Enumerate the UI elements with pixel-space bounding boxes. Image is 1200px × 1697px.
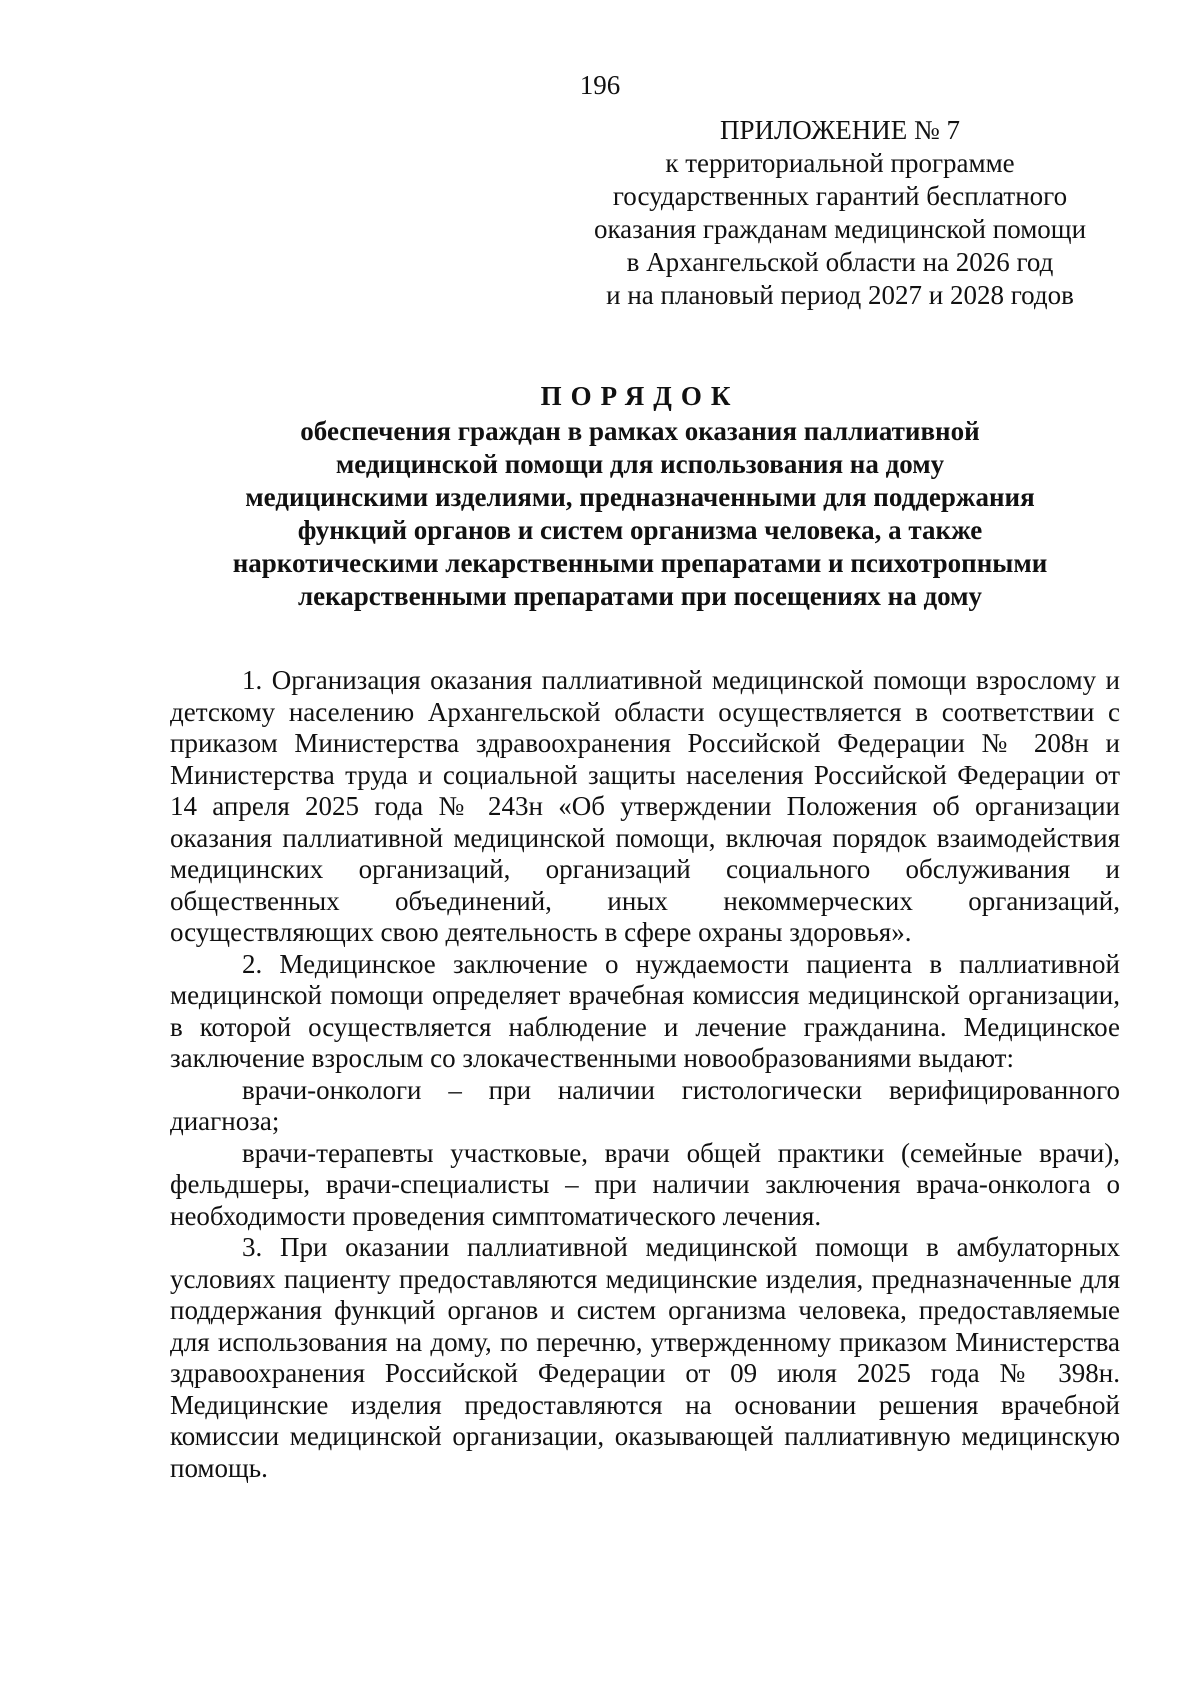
paragraph-1: 1. Организация оказания паллиативной медицинской помощи взрослому и детскому населению Архангельской области осуществляется в соответствии с приказом Министерства здравоохранения Российской Федерации № 208н и Министерства труда и социальной защиты населения Российской Федерации от 14 апреля 2025 года № 243н «Об утверждении Положения об организации оказания паллиативной медицинской помощи, включая порядок взаимодействия медицинских организаций, организаций социального обслуживания и общественных объединений, иных некоммерческих организаций, осуществляющих свою деятельность в сфере охраны здоровья». — [170, 665, 1120, 947]
annex-title: ПРИЛОЖЕНИЕ № 7 — [719, 115, 961, 145]
paragraph-2-item-therapists: врачи-терапевты участковые, врачи общей практики (семейные врачи), фельдшеры, врачи-специалисты – при наличии заключения врача-онколога о необходимости проведения симптоматического лечения. — [170, 1137, 1120, 1231]
annex-line: оказания гражданам медицинской помощи — [593, 214, 1087, 244]
annex-header — [570, 114, 1110, 312]
document-title: ПОРЯДОК — [540, 381, 740, 411]
paragraph-2: 2. Медицинское заключение о нуждаемости пациента в паллиативной медицинской помощи определяет врачебная комиссия медицинской организации, в которой осуществляется наблюдение и лечение гражданина. Медицинское заключение взрослым со злокачественными новообразованиями выдают: — [170, 948, 1120, 1073]
document-body — [170, 665, 1120, 1484]
subtitle-line: медицинскими изделиями, предназначенными для поддержания — [245, 482, 1035, 512]
annex-line: в Архангельской области на 2026 год — [626, 247, 1054, 277]
document-title-block — [160, 379, 1120, 613]
paragraph-3: 3. При оказании паллиативной медицинской помощи в амбулаторных условиях пациенту предоставляются медицинские изделия, предназначенные для поддержания функций органов и систем организма человека, предоставляемые для использования на дому, по перечню, утвержденному приказом Министерства здравоохранения Российской Федерации от 09 июля 2025 года № 398н. Медицинские изделия предоставляются на основании решения врачебной комиссии медицинской организации, оказывающей паллиативную медицинскую помощь. — [170, 1232, 1120, 1483]
annex-line: и на плановый период 2027 и 2028 годов — [606, 280, 1074, 310]
subtitle-line: лекарственными препаратами при посещениях на дому — [297, 581, 983, 611]
page-number: 196 — [579, 70, 621, 100]
subtitle-line: наркотическими лекарственными препаратами и психотропными — [232, 548, 1048, 578]
subtitle-line: медицинской помощи для использования на дому — [335, 449, 945, 479]
annex-line: государственных гарантий бесплатного — [612, 181, 1068, 211]
subtitle-line: обеспечения граждан в рамках оказания паллиативной — [300, 416, 980, 446]
document-subtitle — [160, 415, 1120, 613]
annex-line: к территориальной программе — [665, 148, 1015, 178]
subtitle-line: функций органов и систем организма человека, а также — [297, 515, 983, 545]
paragraph-2-item-oncologists: врачи-онкологи – при наличии гистологически верифицированного диагноза; — [170, 1074, 1120, 1136]
